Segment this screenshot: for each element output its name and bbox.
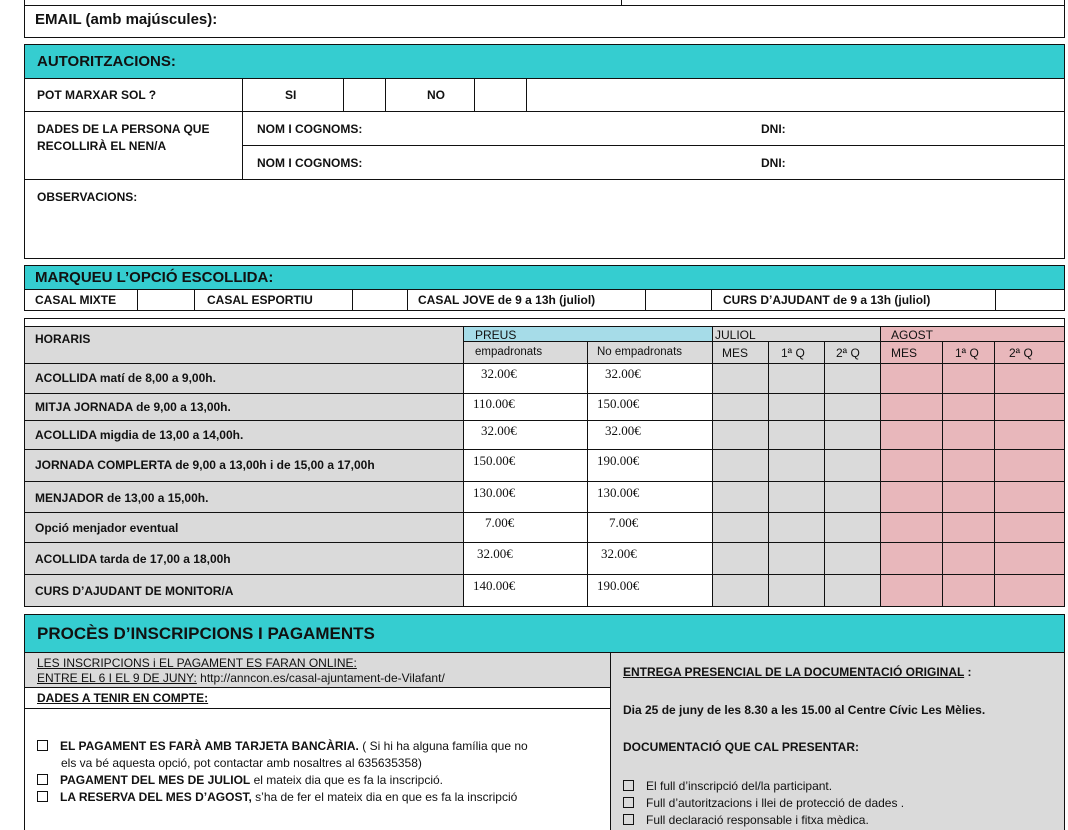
august-header: AGOST xyxy=(891,328,934,342)
option-curs-ajudant: CURS D’AJUDANT de 9 a 13h (juliol) xyxy=(723,293,931,307)
delivery-title-text: ENTREGA PRESENCIAL DE LA DOCUMENTACIÓ ORIGINAL xyxy=(623,665,965,679)
row-price-not-registered: 190.00€ xyxy=(597,578,640,593)
document-item-text: Full declaració responsable i fitxa mèdica. xyxy=(646,813,869,827)
schedule-table xyxy=(24,318,1065,607)
row-price-registered: 7.00€ xyxy=(485,515,515,530)
table-row xyxy=(25,421,1064,449)
july-q1-header: 1ª Q xyxy=(781,346,805,360)
can-leave-label: POT MARXAR SOL ? xyxy=(37,88,157,102)
row-price-registered: 110.00€ xyxy=(473,396,515,411)
pickup-dni-label-1: DNI: xyxy=(761,122,786,136)
bullet-payment-card xyxy=(37,739,528,753)
august-month-header: MES xyxy=(891,346,918,360)
row-label: MENJADOR de 13,00 a 15,00h. xyxy=(35,491,209,505)
option-casal-mixte: CASAL MIXTE xyxy=(35,293,117,307)
bullet-text: el mateix dia que es fa la inscripció. xyxy=(250,773,444,787)
bullet-august-reserve xyxy=(37,790,517,804)
table-row xyxy=(25,394,1064,420)
option-casal-mixte-box[interactable] xyxy=(138,290,194,310)
row-price-not-registered: 32.00€ xyxy=(605,366,641,381)
table-row xyxy=(25,513,1064,542)
row-label: MITJA JORNADA de 9,00 a 13,00h. xyxy=(35,400,231,414)
option-casal-jove-box[interactable] xyxy=(646,290,710,310)
row-price-not-registered: 190.00€ xyxy=(597,453,640,468)
row-label: ACOLLIDA migdia de 13,00 a 14,00h. xyxy=(35,428,244,442)
delivery-date: Dia 25 de juny de les 8.30 a les 15.00 al Centre Cívic Les Mèlies. xyxy=(623,703,986,717)
online-line1: LES INSCRIPCIONS i EL PAGAMENT ES FARAN ONLINE: xyxy=(37,656,357,670)
option-row xyxy=(25,290,1064,311)
authorizations-section xyxy=(24,44,1065,259)
row-price-registered: 32.00€ xyxy=(477,546,513,561)
authorizations-title: AUTORITZACIONS: xyxy=(37,53,176,70)
row-price-not-registered: 32.00€ xyxy=(601,546,637,561)
process-section xyxy=(24,614,1065,830)
process-header xyxy=(25,615,1064,653)
row-price-not-registered: 150.00€ xyxy=(597,396,640,411)
option-casal-esportiu-box[interactable] xyxy=(353,290,406,310)
bullet-text: s’ha de fer el mateix dia en que es fa la inscripció xyxy=(251,790,518,804)
table-row xyxy=(25,543,1064,574)
document-item-text: Full d’autoritzacions i llei de protecció de dades . xyxy=(646,796,905,810)
row-price-registered: 32.00€ xyxy=(481,423,517,438)
option-curs-ajudant-box[interactable] xyxy=(996,290,1064,310)
option-section xyxy=(24,265,1065,311)
pickup-person-block xyxy=(25,112,1064,180)
bullet-bold: PAGAMENT DEL MES DE JULIOL xyxy=(60,773,251,787)
table-row xyxy=(25,364,1064,393)
prices-header: PREUS xyxy=(475,328,517,342)
yes-label: SI xyxy=(285,88,297,102)
pickup-name-label-2: NOM I COGNOMS: xyxy=(257,156,363,170)
no-label: NO xyxy=(427,88,445,102)
documents-title: DOCUMENTACIÓ QUE CAL PRESENTAR: xyxy=(623,740,860,754)
august-q1-header: 1ª Q xyxy=(955,346,979,360)
online-url[interactable]: http://anncon.es/casal-ajuntament-de-Vilafant/ xyxy=(196,671,445,685)
checkbox-icon xyxy=(623,814,634,825)
table-row xyxy=(25,450,1064,481)
checkbox-icon xyxy=(37,740,48,751)
not-registered-header: No empadronats xyxy=(597,346,683,358)
schedule-header: HORARIS xyxy=(35,332,91,346)
row-price-registered: 140.00€ xyxy=(473,578,516,593)
delivery-title xyxy=(623,665,971,679)
online-dates: ENTRE EL 6 I EL 9 DE JUNY: xyxy=(37,671,197,685)
email-row xyxy=(24,5,1065,38)
bullet-bold: EL PAGAMENT ES FARÀ AMB TARJETA BANCÀRIA. xyxy=(60,739,359,753)
row-label: JORNADA COMPLERTA de 9,00 a 13,00h i de 15,00 a 17,00h xyxy=(35,458,375,472)
email-label: EMAIL (amb majúscules): xyxy=(35,11,218,28)
pickup-label-line1: DADES DE LA PERSONA QUE xyxy=(37,122,210,136)
row-price-not-registered: 32.00€ xyxy=(605,423,641,438)
table-row xyxy=(25,575,1064,606)
row-label: ACOLLIDA tarda de 17,00 a 18,00h xyxy=(35,552,231,566)
july-month-header: MES xyxy=(722,346,749,360)
july-q2-header: 2ª Q xyxy=(836,346,860,360)
no-checkbox[interactable] xyxy=(475,79,525,111)
row-price-not-registered: 130.00€ xyxy=(597,485,640,500)
bullet-text: ( Si hi ha alguna família que no xyxy=(358,739,528,753)
document-item xyxy=(623,796,904,810)
checkbox-icon xyxy=(623,780,634,791)
row-price-not-registered: 7.00€ xyxy=(609,515,639,530)
checkbox-icon xyxy=(623,797,634,808)
pickup-dni-label-2: DNI: xyxy=(761,156,786,170)
yes-checkbox[interactable] xyxy=(344,79,384,111)
checkbox-icon xyxy=(37,791,48,802)
row-label: ACOLLIDA matí de 8,00 a 9,00h. xyxy=(35,371,216,385)
row-price-registered: 32.00€ xyxy=(481,366,517,381)
option-casal-jove: CASAL JOVE de 9 a 13h (juliol) xyxy=(418,293,596,307)
can-leave-row xyxy=(25,79,1064,112)
authorizations-header xyxy=(25,45,1064,79)
online-line2 xyxy=(37,671,445,685)
table-row xyxy=(25,482,1064,512)
process-title: PROCÈS D’INSCRIPCIONS I PAGAMENTS xyxy=(37,624,375,643)
august-q2-header: 2ª Q xyxy=(1009,346,1033,360)
july-header: JULIOL xyxy=(715,328,756,342)
option-casal-esportiu: CASAL ESPORTIU xyxy=(207,293,313,307)
row-price-registered: 150.00€ xyxy=(473,453,516,468)
bullet-text-line2: els va bé aquesta opció, pot contactar amb nosaltres al 635635358) xyxy=(61,756,422,770)
pickup-name-label-1: NOM I COGNOMS: xyxy=(257,122,363,136)
option-title: MARQUEU L’OPCIÓ ESCOLLIDA: xyxy=(35,269,274,286)
option-header xyxy=(25,266,1064,290)
row-label: CURS D’AJUDANT DE MONITOR/A xyxy=(35,584,234,598)
document-item xyxy=(623,779,832,793)
observations-label: OBSERVACIONS: xyxy=(37,190,138,204)
document-item-text: El full d’inscripció del/la participant. xyxy=(646,779,833,793)
row-price-registered: 130.00€ xyxy=(473,485,516,500)
bullet-bold: LA RESERVA DEL MES D’AGOST, xyxy=(60,790,252,804)
pickup-label-line2: RECOLLIRÀ EL NEN/A xyxy=(37,139,167,153)
checkbox-icon xyxy=(37,774,48,785)
row-label: Opció menjador eventual xyxy=(35,521,179,535)
delivery-title-colon: : xyxy=(964,665,972,679)
notes-title: DADES A TENIR EN COMPTE: xyxy=(37,691,209,705)
bullet-july-payment xyxy=(37,773,443,787)
registered-header: empadronats xyxy=(475,346,543,358)
document-item xyxy=(623,813,869,827)
